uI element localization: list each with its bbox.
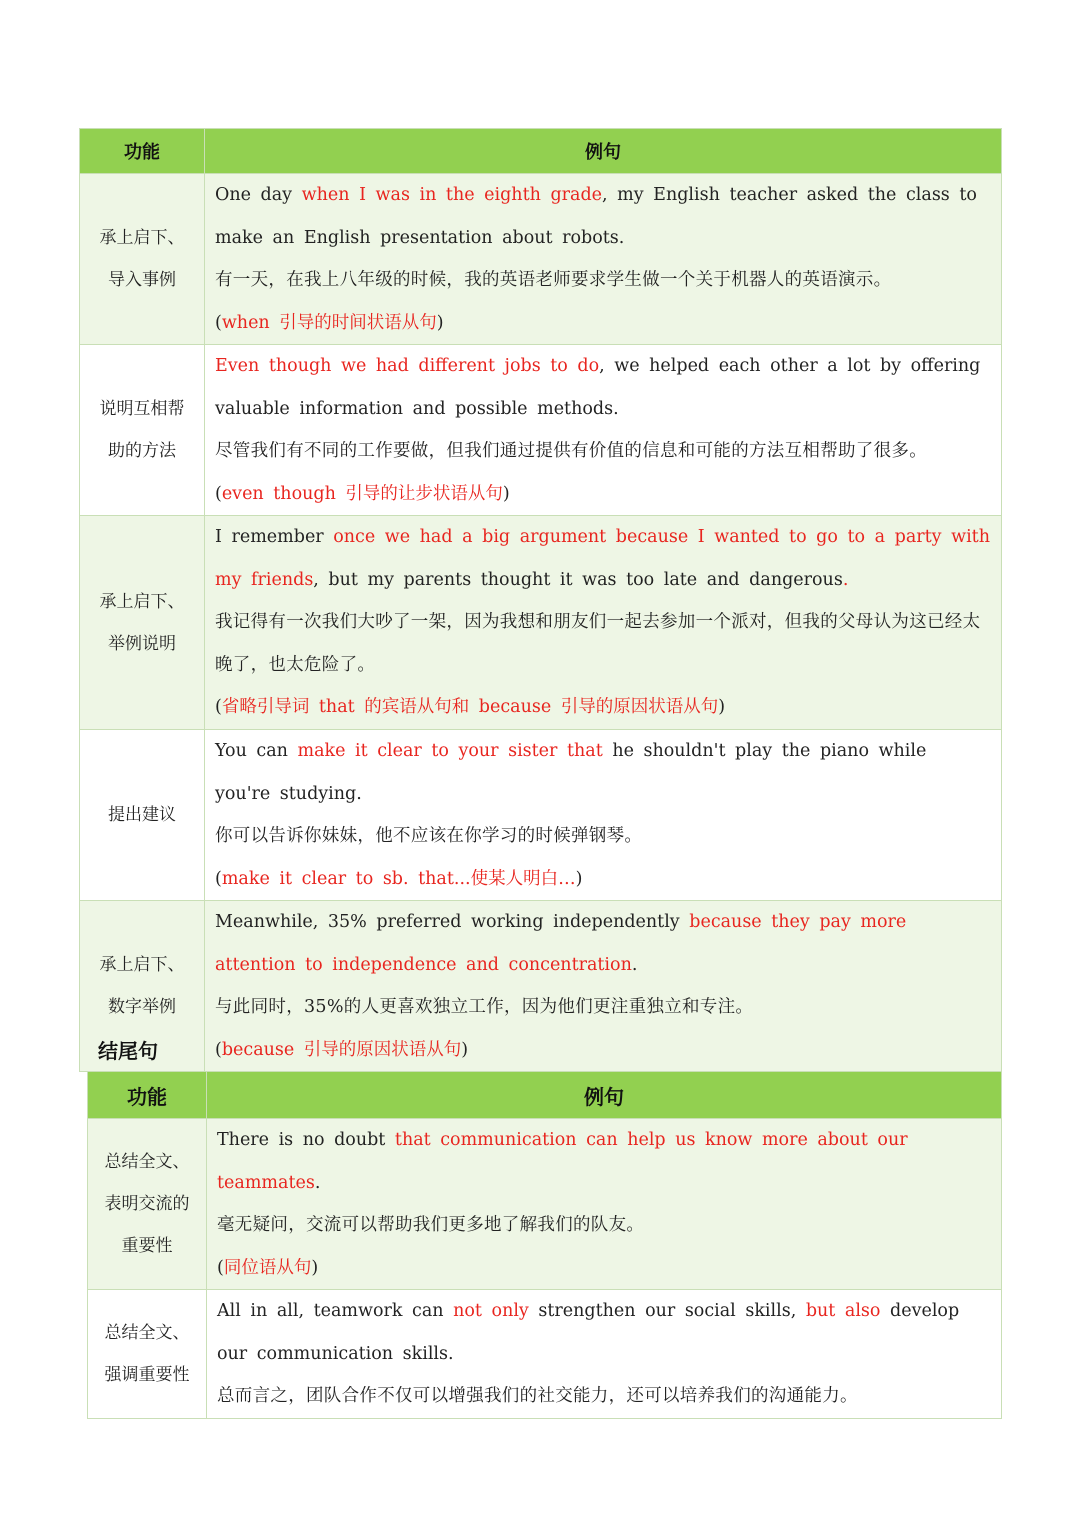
- chinese-translation: 有一天，在我上八年级的时候，我的英语老师要求学生做一个关于机器人的英语演示。: [215, 270, 892, 290]
- grammar-note-text: 同位语从句: [223, 1257, 312, 1278]
- highlight-phrase: .: [842, 569, 849, 590]
- function-cell: [80, 730, 205, 901]
- grammar-note: [215, 686, 991, 729]
- table-header-row: [88, 1072, 1002, 1119]
- highlight-phrase: Even though we had different jobs to do: [215, 356, 600, 376]
- function-label: 说明互相帮: [99, 399, 185, 419]
- header-function: 功能: [88, 1072, 207, 1119]
- highlight-phrase: but also: [805, 1301, 881, 1321]
- function-label: 数字举例: [108, 997, 176, 1017]
- chinese-translation: 你可以告诉你妹妹，他不应该在你学习的时候弹钢琴。: [215, 826, 643, 846]
- grammar-note: [215, 1029, 991, 1072]
- function-cell: [88, 1119, 207, 1290]
- example-cell: [205, 901, 1002, 1072]
- function-label: 提出建议: [108, 805, 176, 825]
- bracket: ): [575, 868, 583, 889]
- sentence-fragment: You can: [215, 741, 298, 761]
- function-label: 承上启下、: [99, 228, 185, 248]
- example-cell: [205, 174, 1002, 345]
- bracket: (: [215, 483, 222, 504]
- sentence-table-body: [79, 128, 1002, 1072]
- function-cell: [80, 345, 205, 516]
- bracket: (: [215, 1039, 222, 1060]
- sentence-fragment: , my English teacher asked the class to make an English presentation about robots.: [215, 185, 977, 248]
- bracket: ): [461, 1039, 469, 1060]
- grammar-note-text: make it clear to sb. that...使某人明白…: [221, 868, 576, 889]
- highlight-phrase: because they pay more attention to independence and concentration: [215, 912, 907, 975]
- function-label: 重要性: [121, 1236, 173, 1256]
- function-label: 总结全文、: [104, 1322, 190, 1343]
- sentence-table-closing: [87, 1071, 1002, 1419]
- function-label: 导入事例: [108, 270, 176, 290]
- english-sentence: [215, 174, 991, 259]
- english-sentence: [215, 730, 991, 815]
- table-row: [88, 1119, 1002, 1290]
- grammar-note: [215, 473, 991, 516]
- function-label: 表明交流的: [104, 1194, 190, 1214]
- bracket: (: [215, 868, 222, 889]
- sentence-fragment: One day: [215, 185, 302, 205]
- chinese-translation: 与此同时，35%的人更喜欢独立工作，因为他们更注重独立和专注。: [215, 997, 754, 1017]
- bracket: ): [718, 697, 726, 718]
- english-sentence: [217, 1290, 991, 1375]
- function-label: 强调重要性: [104, 1364, 190, 1385]
- grammar-note: [215, 302, 991, 345]
- highlight-phrase: that communication can help us know more about our teammates: [217, 1130, 908, 1193]
- chinese-translation: 我记得有一次我们大吵了一架，因为我想和朋友们一起去参加一个派对，但我的父母认为这已经太晚了，也太危险了。: [215, 612, 981, 675]
- chinese-translation: 尽管我们有不同的工作要做，但我们通过提供有价值的信息和可能的方法互相帮助了很多。: [215, 441, 927, 461]
- sentence-fragment: develop our communication skills.: [217, 1301, 960, 1364]
- example-cell: [205, 730, 1002, 901]
- function-cell: [88, 1290, 207, 1419]
- bracket: (: [215, 312, 222, 333]
- grammar-note-text: 省略引导词 that 的宾语从句和 because 引导的原因状语从句: [221, 697, 719, 718]
- function-label: 助的方法: [108, 441, 176, 461]
- grammar-note-text: because 引导的原因状语从句: [221, 1039, 462, 1060]
- highlight-phrase: once we had a big argument because I wanted to go to a party with my friends: [215, 527, 990, 590]
- bracket: ): [502, 483, 510, 504]
- english-sentence: [215, 901, 991, 986]
- sentence-fragment: he shouldn't play the piano while you're studying.: [215, 741, 927, 804]
- highlight-phrase: when I was in the eighth grade: [301, 185, 603, 205]
- grammar-note-text: even though 引导的让步状语从句: [221, 483, 503, 504]
- sentence-fragment: , we helped each other a lot by offering valuable information and possible methods.: [215, 356, 981, 419]
- example-cell: [205, 516, 1002, 730]
- header-example: 例句: [205, 129, 1002, 174]
- sentence-fragment: There is no doubt: [217, 1130, 395, 1150]
- bracket: (: [217, 1257, 224, 1278]
- function-label: 承上启下、: [99, 955, 185, 975]
- english-sentence: [217, 1119, 991, 1204]
- chinese-translation: 毫无疑问，交流可以帮助我们更多地了解我们的队友。: [217, 1215, 645, 1235]
- sentence-fragment: I remember: [215, 527, 334, 548]
- function-cell: [80, 174, 205, 345]
- function-label: 总结全文、: [104, 1152, 190, 1172]
- table-row: [80, 174, 1002, 345]
- example-cell: [207, 1119, 1002, 1290]
- bracket: ): [436, 312, 444, 333]
- header-example: 例句: [207, 1072, 1002, 1119]
- table-row: [80, 901, 1002, 1072]
- table-row: [80, 730, 1002, 901]
- bracket: ): [311, 1257, 319, 1278]
- english-sentence: [215, 516, 991, 601]
- grammar-note: [215, 858, 991, 901]
- grammar-note: [217, 1247, 991, 1290]
- table-header-row: [80, 129, 1002, 174]
- grammar-note-text: when 引导的时间状语从句: [221, 312, 437, 333]
- example-cell: [205, 345, 1002, 516]
- section-title-closing: 结尾句: [98, 1039, 158, 1063]
- highlight-phrase: not only: [453, 1301, 529, 1321]
- table-row: [88, 1290, 1002, 1419]
- chinese-translation: 总而言之，团队合作不仅可以增强我们的社交能力，还可以培养我们的沟通能力。: [217, 1386, 858, 1406]
- sentence-fragment: .: [631, 954, 638, 975]
- table-row: [80, 345, 1002, 516]
- table-row: [80, 516, 1002, 730]
- function-label: 承上启下、: [99, 591, 185, 612]
- sentence-fragment: , but my parents thought it was too late and dangerous: [313, 569, 843, 590]
- header-function: 功能: [80, 129, 205, 174]
- example-cell: [207, 1290, 1002, 1419]
- bracket: (: [215, 697, 222, 718]
- sentence-fragment: All in all, teamwork can: [217, 1301, 454, 1321]
- sentence-fragment: .: [314, 1172, 321, 1193]
- highlight-phrase: make it clear to your sister that: [297, 741, 603, 761]
- english-sentence: [215, 345, 991, 430]
- function-cell: [80, 516, 205, 730]
- sentence-fragment: strengthen our social skills,: [528, 1301, 806, 1321]
- sentence-fragment: Meanwhile, 35% preferred working independently: [215, 912, 690, 932]
- function-label: 举例说明: [108, 633, 176, 654]
